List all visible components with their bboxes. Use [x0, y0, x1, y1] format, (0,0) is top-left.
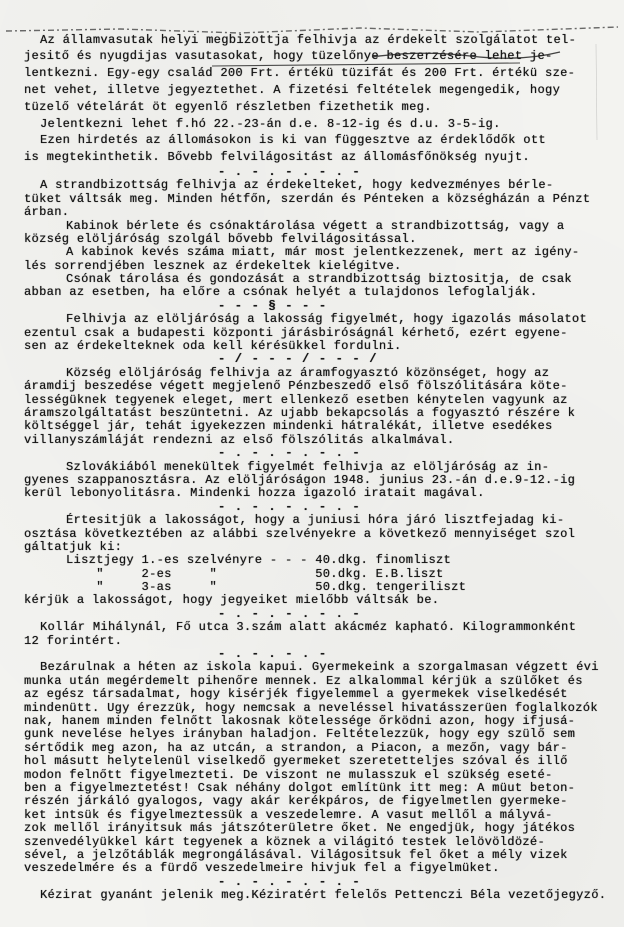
text-line: 12 forintért. [24, 633, 123, 648]
text-line: zok mellől irányitsuk más játszóterületre őket. Ne engedjük, hogy játékos [24, 821, 576, 836]
text-line: Értesitjük a lakosságot, hogy a juniusi hóra járó lisztfejadag ki- [66, 513, 565, 528]
notice-school-holiday [0, 661, 624, 875]
text-line: lességüknek tegyenek eleget, mert ellenkező esetben kénytelen vagyunk az [24, 392, 568, 407]
text-line: munka után megérdemelt pihenőre mennek. Ez alkalommal kérjük a szülőket és [24, 673, 583, 688]
text-line: község elöljáróság szolgál bővebb felvilágositással. [24, 231, 417, 246]
text-line: Kollár Mihálynál, Fő utca 3.szám alatt akácméz kapható. Kilogrammonként [40, 620, 577, 635]
text-line: szenvedélyükkel kárt tegyenek a köznek a világitó testek lelövöldözé- [24, 834, 546, 849]
text-line: gáltatjuk ki: [24, 539, 123, 554]
text-line: A kabinok kevés száma miatt, már most jelentkezzenek, mert az igény- [66, 245, 580, 260]
text-line: tüzelő vételárát öt egyenlő részletben fizethetik meg. [24, 99, 432, 114]
text-line: sével, a jelzőtáblák megrongálásával. Világositsuk fel őket a mély vizek [24, 847, 568, 862]
text-line: Jelentkezni lehet f.hó 22.-23-án d.e. 8-12-ig és d.u. 3-5-ig. [40, 116, 501, 131]
text-line: lentkezni. Egy-egy család 200 Frt. értékü tüzifát és 200 Frt. értékü sze- [24, 66, 576, 81]
text-line: ket intsük és figyelmeztessük a veszedelemre. A vasut mellől a mályvá- [24, 807, 553, 822]
text-line: A strandbizottság felhivja az érdekelteket, hogy kedvezményes bérle- [40, 178, 554, 193]
text-line: áramdij beszedése végett megjelenő Pénzbeszedő első fölszólitására köte- [24, 379, 568, 394]
text-line: villanyszámláját rendezni az első fölszólitás alkalmával. [24, 432, 455, 447]
separator: - . - . - . - . - [218, 446, 361, 461]
separator: - . - . - . - . - [218, 606, 361, 621]
text-line: áramszolgáltatást beszüntetni. Az ujabb bekapcsolás a fogyasztó részére k [24, 406, 576, 420]
separator: - - - § - - - [218, 298, 328, 313]
text-line: hol másutt helytelenül viselkedő gyermeket szeretetteljes szóval és illő [24, 754, 568, 769]
text-line: mindenütt. Ugy érezzük, hogy nemcsak a neveléssel hivatásszerüen foglalkozók [24, 700, 598, 715]
text-line: sértődik meg azon, ha az utcán, a strandon, a Piacon, a mezőn, vagy bár- [24, 740, 568, 755]
text-line: Bezárulnak a héten az iskola kapui. Gyermekeink a szorgalmasan végzett évi [40, 660, 599, 675]
text-line: Ezen hirdetés az állomásokon is ki van függesztve az érdeklődők ott [40, 133, 546, 148]
text-line: nak, hanem minden felnőtt lakosnak kötelessége őrködni azon, hogy ifjusá- [24, 713, 576, 728]
notice-railway-fuel [0, 32, 624, 166]
notice-honey [0, 621, 624, 648]
text-line: modon felnőtt figyelmezteti. De viszont ne mulasszuk el szükség eseté- [24, 767, 553, 782]
text-line: abban az esetben, ha előre a csónak helyét a tulajdonos lefoglalják. [24, 285, 538, 300]
text-line: sen az érdekelteknek oda kell kérésükkel fordulni. [24, 339, 402, 354]
notice-court-copies [0, 313, 624, 353]
text-line: költséggel jár, tehát igyekezzen mindenki hátralékát, illetve esedékes [24, 419, 553, 434]
text-line: Csónak tárolása és gondozását a strandbizottság biztositja, de csak [66, 272, 572, 287]
text-line: veszedelmére és a fürdő veszedelmeire hivjuk fel a figyelmüket. [24, 861, 500, 876]
separator: - / - - - / - - - / [218, 352, 378, 367]
ration-row: Lisztjegy 1.-es szelvényre - - - 40.dkg. finomliszt [66, 553, 452, 568]
text-line: net vehet, illetve jegyeztethet. A fizetési feltételek megengedik, hogy [24, 82, 561, 97]
text-line: Az államvasutak helyi megbizottja felhivja az érdekelt szolgálatot tel- [40, 32, 577, 47]
text-line: is megtekinthetik. Bővebb felvilágositást az állomásfőnökség nyujt. [24, 150, 530, 165]
text-line: ezentul csak a budapesti központi járásbiróságnál kérhető, ezért egyene- [24, 325, 568, 340]
ration-row: " 3-as " 50.dkg. tengeriliszt [66, 580, 467, 595]
text-line: Község elöljáróság felhivja az áramfogyasztó közönséget, hogy az [66, 365, 550, 380]
notice-flour-ration [0, 514, 624, 608]
text-line: Szlovákiából menekültek figyelmét felhivja az elöljáróság az in- [66, 459, 550, 474]
text-line: tüket váltsák meg. Minden hétfőn, szerdán és Pénteken a községházán a Pénzt [24, 191, 591, 206]
notice-refugees-soap [0, 461, 624, 501]
separator: - . - . - . - . - [218, 874, 361, 889]
text-line: Felhivja az elöljáróság a lakosság figyelmét, hogy igazolás másolatot [66, 312, 588, 327]
separator: - . - . - . - . - [218, 164, 361, 179]
text-line: gunk nevelése helyes irányban haladjon. Feltételezzük, hogy egy szülő sem [24, 727, 576, 742]
notice-electricity [0, 367, 624, 447]
text-line: Kabinok bérlete és csónaktárolása végett a strandbizottság, vagy a [66, 218, 565, 233]
footer-imprint: Kézirat gyanánt jelenik meg.Kéziratért felelős Pettenczi Béla vezetőjegyző. [40, 888, 607, 903]
separator: - . - . - . - . - [218, 499, 361, 514]
separator: - . - . - . - [218, 647, 328, 662]
text-line: kerül lebonyolitásra. Mindenki hozza igazoló iratait magával. [24, 486, 485, 501]
text-line: osztása következtében az alábbi szelvényekre a következő mennyiséget szol [24, 526, 576, 541]
text-line: jesitő és nyugdijas vasutasokat, hogy tüzelőnye beszerzésére lehet je- [24, 49, 553, 64]
text-line: kérjük a lakosságot, hogy jegyeiket mielőbb váltsák be. [24, 593, 440, 608]
notice-strand [0, 179, 624, 300]
text-line: árban. [24, 205, 70, 220]
text-line: ben a figyelmeztetést! Csak néhány dolgot említünk itt meg: A müut beton- [24, 780, 576, 795]
ration-row: " 2-es " 50.dkg. E.B.liszt [66, 566, 444, 581]
text-line: részén járkáló gyalogos, vagy akár kerékpáros, de figyelmetlen gyermeke- [24, 794, 568, 809]
text-line: az egész társadalmat, hogy kisérjék figyelemmel a gyermekek viselkedését [24, 687, 568, 702]
text-line: gyenes szappanosztásra. Az elöljáróságon 1948. junius 23.-án d.e.9-12.-ig [24, 472, 576, 487]
text-line: lés sorrendjében lesznek az érdekeltek kielégitve. [24, 258, 402, 273]
